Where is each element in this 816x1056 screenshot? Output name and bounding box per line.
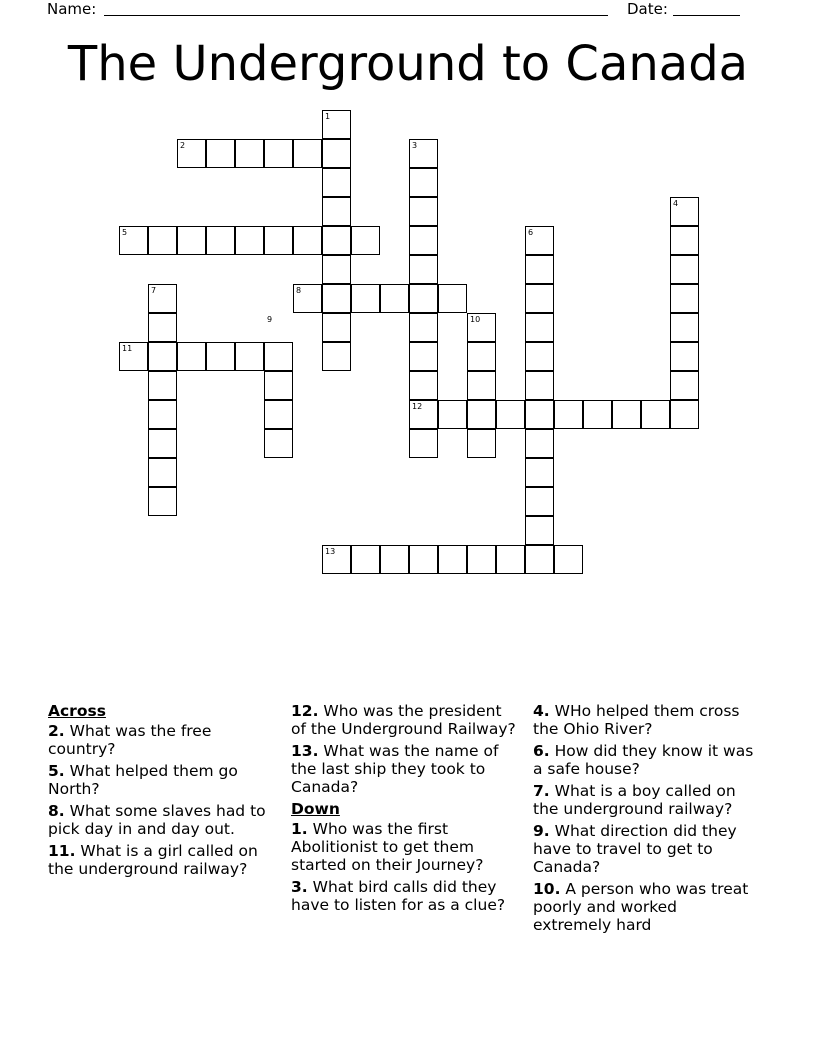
grid-number: 1	[325, 112, 331, 121]
grid-cell[interactable]	[264, 429, 293, 458]
grid-number: 12	[412, 402, 423, 411]
grid-cell[interactable]	[409, 429, 438, 458]
grid-cell[interactable]	[235, 226, 264, 255]
down-heading: Down	[291, 800, 340, 818]
grid-cell[interactable]	[554, 545, 583, 574]
grid-number: 7	[151, 286, 157, 295]
grid-cell[interactable]	[235, 342, 264, 371]
clue-column-3	[533, 702, 758, 938]
grid-cell[interactable]	[322, 168, 351, 197]
grid-cell[interactable]	[438, 284, 467, 313]
grid-number: 11	[122, 344, 133, 353]
grid-cell[interactable]	[670, 371, 699, 400]
grid-cell[interactable]	[264, 139, 293, 168]
grid-cell[interactable]	[351, 284, 380, 313]
clue-across-12: 12. Who was the president of the Underground Railway?	[291, 702, 516, 738]
grid-cell[interactable]	[322, 226, 351, 255]
grid-cell[interactable]	[148, 429, 177, 458]
clue-down-3: 3. What bird calls did they have to listen for as a clue?	[291, 878, 506, 914]
grid-number: 10	[470, 315, 481, 324]
grid-cell[interactable]	[496, 400, 525, 429]
grid-cell[interactable]	[409, 313, 438, 342]
clue-column-1	[48, 702, 278, 882]
grid-cell[interactable]	[467, 429, 496, 458]
grid-cell[interactable]	[177, 342, 206, 371]
grid-cell[interactable]	[525, 516, 554, 545]
grid-cell[interactable]	[525, 342, 554, 371]
grid-cell[interactable]	[322, 313, 351, 342]
clue-across-13: 13. What was the name of the last ship they took to Canada?	[291, 742, 499, 796]
grid-cell[interactable]	[409, 226, 438, 255]
clue-down-10: 10. A person who was treat poorly and worked extremely hard	[533, 880, 749, 934]
grid-number: 8	[296, 286, 302, 295]
clue-down-4: 4. WHo helped them cross the Ohio River?	[533, 702, 740, 738]
grid-cell[interactable]	[409, 545, 438, 574]
grid-cell[interactable]	[235, 139, 264, 168]
grid-cell[interactable]	[554, 400, 583, 429]
grid-cell[interactable]	[293, 139, 322, 168]
grid-number: 5	[122, 228, 128, 237]
clue-across-2: 2. What was the free country?	[48, 722, 212, 758]
grid-cell[interactable]	[206, 139, 235, 168]
grid-cell[interactable]	[264, 226, 293, 255]
grid-cell[interactable]	[264, 371, 293, 400]
grid-number: 9	[267, 315, 273, 324]
grid-cell[interactable]	[670, 400, 699, 429]
clue-across-5: 5. What helped them go North?	[48, 762, 238, 798]
grid-cell[interactable]	[670, 342, 699, 371]
grid-cell[interactable]	[148, 313, 177, 342]
page-title: The Underground to Canada	[67, 36, 749, 92]
clue-down-6: 6. How did they know it was a safe house?	[533, 742, 754, 778]
grid-cell[interactable]	[641, 400, 670, 429]
grid-cell[interactable]	[467, 400, 496, 429]
grid-cell[interactable]	[670, 313, 699, 342]
grid-cell[interactable]	[322, 255, 351, 284]
grid-cell[interactable]	[206, 226, 235, 255]
grid-cell[interactable]	[525, 313, 554, 342]
grid-cell[interactable]	[670, 284, 699, 313]
grid-cell[interactable]	[409, 342, 438, 371]
grid-cell[interactable]	[525, 545, 554, 574]
grid-cell[interactable]	[467, 342, 496, 371]
across-heading: Across	[48, 702, 106, 720]
grid-cell[interactable]	[409, 284, 438, 313]
grid-cell[interactable]	[525, 255, 554, 284]
grid-number: 13	[325, 547, 336, 556]
grid-cell[interactable]	[148, 371, 177, 400]
grid-cell[interactable]	[525, 284, 554, 313]
grid-number: 2	[180, 141, 186, 150]
grid-cell[interactable]	[148, 226, 177, 255]
grid-cell[interactable]	[380, 284, 409, 313]
grid-cell[interactable]	[206, 342, 235, 371]
name-label: Name:	[47, 0, 97, 18]
grid-cell[interactable]	[351, 226, 380, 255]
grid-number: 3	[412, 141, 418, 150]
grid-cell[interactable]	[525, 429, 554, 458]
grid-cell[interactable]	[264, 342, 293, 371]
clue-down-9: 9. What direction did they have to travel to get to Canada?	[533, 822, 737, 876]
grid-number: 6	[528, 228, 534, 237]
grid-cell[interactable]	[380, 545, 409, 574]
grid-cell[interactable]	[264, 400, 293, 429]
grid-cell[interactable]	[583, 400, 612, 429]
grid-cell[interactable]	[351, 545, 380, 574]
grid-cell[interactable]	[438, 545, 467, 574]
grid-cell[interactable]	[148, 487, 177, 516]
grid-cell[interactable]	[293, 226, 322, 255]
grid-cell[interactable]	[525, 400, 554, 429]
clue-column-2	[291, 702, 521, 918]
grid-number: 4	[673, 199, 679, 208]
date-label: Date:	[627, 0, 668, 18]
grid-cell[interactable]	[409, 371, 438, 400]
clue-down-1: 1. Who was the first Abolitionist to get them started on their Journey?	[291, 820, 484, 874]
grid-cell[interactable]	[322, 284, 351, 313]
grid-cell[interactable]	[409, 197, 438, 226]
grid-cell[interactable]	[322, 342, 351, 371]
clue-across-11: 11. What is a girl called on the underground railway?	[48, 842, 258, 878]
grid-cell[interactable]	[467, 371, 496, 400]
grid-cell[interactable]	[496, 545, 525, 574]
grid-cell[interactable]	[525, 458, 554, 487]
grid-cell[interactable]	[177, 226, 206, 255]
grid-cell[interactable]	[148, 400, 177, 429]
grid-cell[interactable]	[148, 458, 177, 487]
grid-cell[interactable]	[409, 168, 438, 197]
grid-cell[interactable]	[438, 400, 467, 429]
clue-across-8: 8. What some slaves had to pick day in and day out.	[48, 802, 266, 838]
grid-cell[interactable]	[322, 197, 351, 226]
grid-cell[interactable]	[322, 139, 351, 168]
grid-cell[interactable]	[467, 545, 496, 574]
grid-cell[interactable]	[670, 226, 699, 255]
grid-cell[interactable]	[409, 255, 438, 284]
grid-cell[interactable]	[525, 487, 554, 516]
grid-cell[interactable]	[612, 400, 641, 429]
grid-cell[interactable]	[148, 342, 177, 371]
grid-cell[interactable]	[525, 371, 554, 400]
clue-down-7: 7. What is a boy called on the underground railway?	[533, 782, 736, 818]
grid-cell[interactable]	[670, 255, 699, 284]
